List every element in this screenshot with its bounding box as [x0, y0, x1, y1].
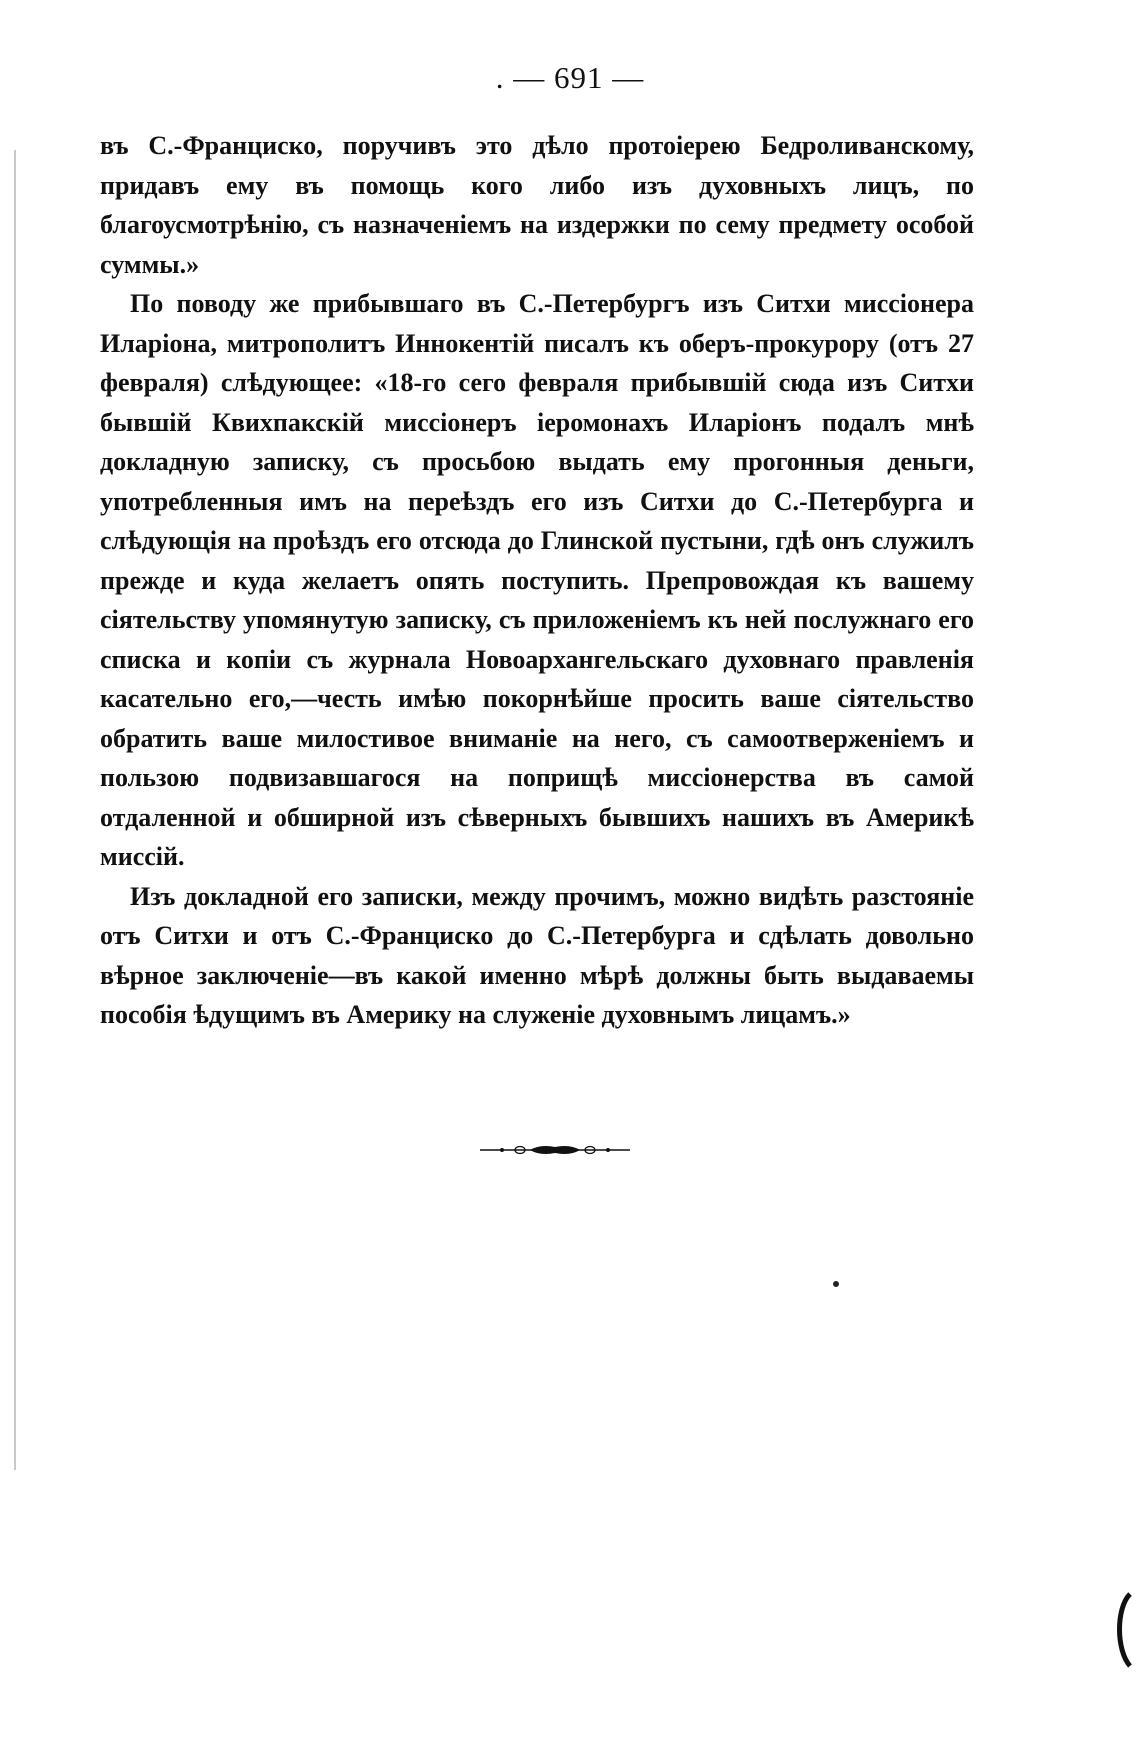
paragraph-3: Изъ докладной его записки, между прочимъ, можно видѣть разстояніе отъ Ситхи и отъ С.-Франциско до С.-Петербурга и сдѣлать довольно вѣрное заключеніе—въ какой именно мѣрѣ должны быть выдаваемы пособія ѣдущимъ въ Америку на служеніе духовнымъ лицамъ.» — [100, 881, 974, 1029]
body-text — [100, 126, 974, 1035]
page-edge-rule — [14, 150, 16, 1470]
page-number: . — 691 — — [495, 60, 645, 95]
paragraph-1: въ С.-Франциско, поручивъ это дѣло протоіерею Бедроливанскому, придавъ ему въ помощь кого либо изъ духовныхъ лицъ, по благоусмотрѣнію, съ назначеніемъ на издержки по сему предмету особой суммы.» — [100, 131, 974, 279]
paragraph-2: По поводу же прибывшаго въ С.-Петербургъ изъ Ситхи миссіонера Иларіона, митрополитъ Иннокентій писалъ къ оберъ-прокурору (отъ 27 февраля) слѣдующее: «18-го сего февраля прибывшій сюда изъ Ситхи бывшій Квихпакскій миссіонеръ іеромонахъ Иларіонъ подалъ мнѣ докладную записку, съ просьбою выдать ему прогонныя деньги, употребленныя имъ на переѣздъ его изъ Ситхи до С.-Петербурга и слѣдующія на проѣздъ его отсюда до Глинской пустыни, гдѣ онъ служилъ прежде и куда желаетъ опять поступить. Препровождая къ вашему сіятельству упомянутую записку, съ приложеніемъ къ ней послужнаго его списка и копіи съ журнала Новоархангельскаго духовнаго правленія касательно его,—честь имѣю покорнѣйше просить ваше сіятельство обратить ваше милостивое вниманіе на него, съ самоотверженіемъ и пользою подвизавшагося на поприщѣ миссіонерства въ самой отдаленной и обширной изъ сѣверныхъ бывшихъ нашихъ въ Америкѣ миссій. — [100, 289, 974, 871]
end-ornament-divider — [480, 1142, 630, 1158]
ink-speck — [833, 1281, 839, 1287]
binding-edge-mark — [1112, 1590, 1134, 1670]
